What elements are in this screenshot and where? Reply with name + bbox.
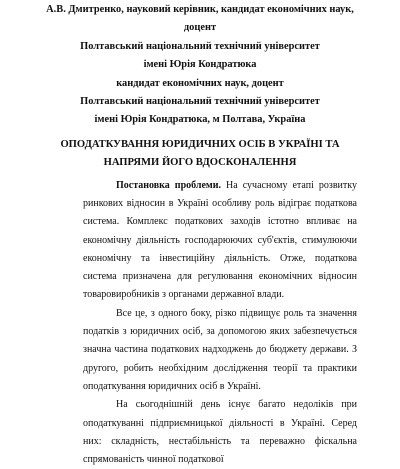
- affiliation-line: Полтавський національний технічний університет: [80, 40, 320, 52]
- section-lead-label: Постановка проблеми.: [116, 180, 222, 191]
- paragraph-problem-statement: [83, 177, 357, 304]
- paragraph: Все це, з одного боку, різко підвищує роль та значення податків з юридичних осіб, за допомогою яких забезпечується значна частина податкових надходжень до бюджету держави. З другого, робить необхідним дослідження теорії та практики оподаткування юридичних осіб в Україні.: [83, 307, 357, 392]
- coauthor-degree-line: кандидат економічних наук, доцент: [116, 77, 284, 89]
- article-title: [20, 136, 380, 172]
- paragraph: На сьогоднішній день існує багато недоліків при оподаткуванні підприємницької діяльності в Україні. Серед них: складність, нестабільність та переважно фіскальна спрямованість чинної податкової: [83, 399, 357, 466]
- author-degree-line: доцент: [183, 22, 217, 34]
- affiliation-location-line: імені Юрія Кондратюка, м Полтава, Україна: [94, 114, 306, 126]
- author-line: А.В. Дмитренко, науковий керівник, кандидат економічних наук,: [46, 4, 354, 15]
- title-line: НАПРЯМИ ЙОГО ВДОСКОНАЛЕННЯ: [103, 157, 297, 168]
- author-affiliation-block: [20, 1, 380, 130]
- title-line: ОПОДАТКУВАННЯ ЮРИДИЧНИХ ОСІБ В УКРАЇНІ ТА: [60, 139, 340, 150]
- paragraph-text: На сучасному етапі розвитку ринкових відносин в Україні особливу роль відіграє податкова система. Комплекс податкових заходів істотно впливає на економічну діяльність господарюючих суб'єктів, стимулюючи економічну та інвестиційну діяльність. Отже, податкова система призначена для регулювання економічних відносин товаровиробників з органами державної влади.: [83, 180, 357, 301]
- affiliation-line: Полтавський національний технічний університет: [80, 96, 320, 108]
- article-body: [83, 177, 357, 469]
- affiliation-line: імені Юрія Кондратюка: [143, 59, 257, 71]
